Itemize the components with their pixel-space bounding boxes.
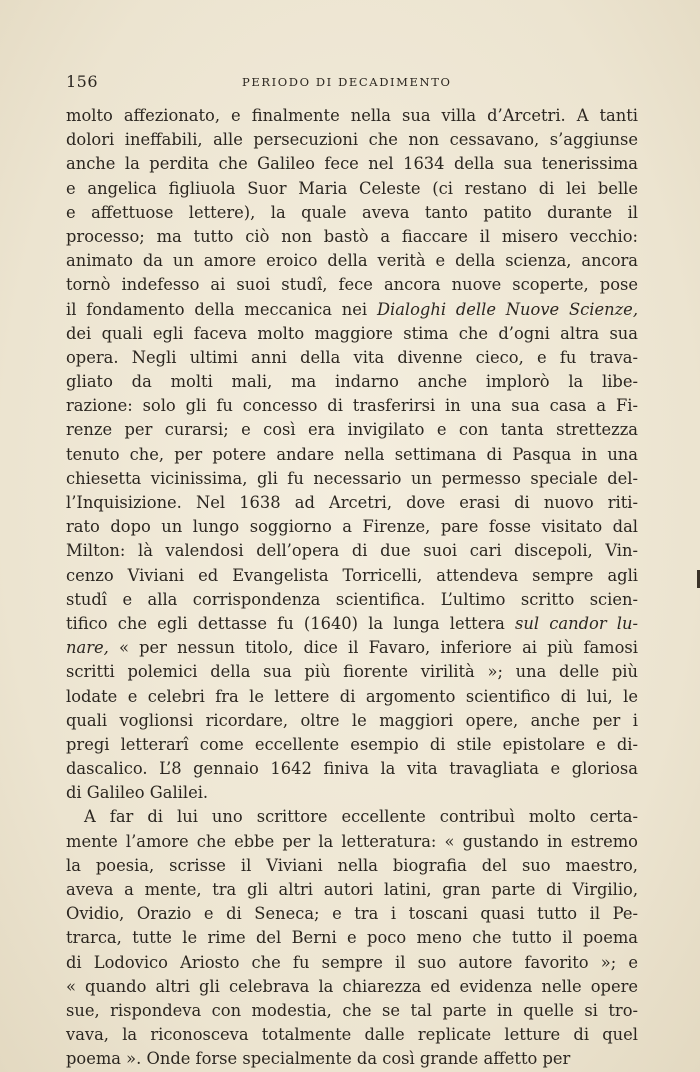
text-segment: opera. Negli ultimi anni della vita divenne cieco, e fu trava-: [66, 347, 638, 367]
text-line: [66, 951, 638, 975]
text-segment: cenzo Viviani ed Evangelista Torricelli, attendeva sempre agli: [66, 565, 638, 585]
running-head: [66, 72, 636, 96]
text-segment: dei quali egli faceva molto maggiore stima che d’ogni altra sua: [66, 323, 638, 343]
text-segment: sue, rispondeva con modestia, che se tal parte in quelle si tro-: [66, 1000, 638, 1020]
text-segment: « per nessun titolo, dice il Favaro, inferiore ai più famosi: [108, 638, 638, 658]
text-segment: la poesia, scrisse il Viviani nella biografia del suo maestro,: [66, 855, 638, 875]
text-segment: molto affezionato, e finalmente nella sua villa d’Arcetri. A tanti: [66, 106, 638, 125]
text-line: [66, 830, 638, 854]
chapter-title: PERIODO DI DECADIMENTO: [242, 75, 452, 89]
text-line: [66, 128, 638, 152]
text-line: [66, 878, 638, 902]
text-segment: di Galileo Galilei.: [66, 783, 209, 803]
text-segment: il fondamento della meccanica nei: [66, 299, 377, 319]
text-segment: trarca, tutte le rime del Berni e poco meno che tutto il poema: [66, 928, 638, 948]
text-line: [66, 805, 638, 829]
text-line: [66, 394, 638, 418]
text-segment: mente l’amore che ebbe per la letteratura: « gustando in estremo: [66, 831, 638, 851]
text-line: [66, 709, 638, 733]
text-segment: « quando altri gli celebrava la chiarezza ed evidenza nelle opere: [66, 976, 638, 996]
text-line: [66, 926, 638, 950]
text-line: [66, 201, 638, 225]
text-line: [66, 249, 638, 273]
text-segment: animato da un amore eroico della verità e della scienza, ancora: [66, 251, 638, 271]
text-segment: renze per curarsi; e così era invigilato e con tanta strettezza: [66, 420, 638, 440]
text-line: [66, 733, 638, 757]
text-line: [66, 418, 638, 442]
text-segment: dascalico. L’8 gennaio 1642 finiva la vita travagliata e gloriosa: [66, 759, 638, 779]
text-segment: pregi letterarî come eccellente esempio di stile epistolare e di-: [66, 734, 638, 754]
text-segment: A far di lui uno scrittore eccellente contribuì molto certa-: [84, 807, 638, 827]
text-segment: tenuto che, per potere andare nella settimana di Pasqua in una: [66, 444, 638, 464]
page-number: 156: [66, 72, 99, 91]
text-line: [66, 975, 638, 999]
text-line: [66, 1047, 638, 1071]
text-line: [66, 515, 638, 539]
text-line: [66, 152, 638, 176]
text-segment: quali voglionsi ricordare, oltre le maggiori opere, anche per i: [66, 710, 638, 730]
text-line: [66, 322, 638, 346]
text-segment: vava, la riconosceva totalmente dalle replicate letture di quel: [66, 1025, 638, 1045]
text-segment: gliato da molti mali, ma indarno anche implorò la libe-: [66, 372, 638, 392]
text-line: [66, 999, 638, 1023]
text-line: [66, 612, 638, 636]
text-segment: tifico che egli dettasse fu (1640) la lunga lettera: [66, 613, 516, 633]
text-line: [66, 346, 638, 370]
text-segment: l’Inquisizione. Nel 1638 ad Arcetri, dove erasi di nuovo riti-: [66, 493, 638, 512]
text-line: [66, 781, 638, 805]
text-segment: dolori ineffabili, alle persecuzioni che non cessavano, s’aggiunse: [66, 130, 638, 150]
body-text: [66, 104, 638, 1072]
text-segment: processo; ma tutto ciò non bastò a fiaccare il misero vecchio:: [66, 226, 638, 246]
text-line: [66, 564, 638, 588]
text-line: [66, 104, 638, 128]
text-segment: Ovidio, Orazio e di Seneca; e tra i toscani quasi tutto il Pe-: [66, 904, 638, 924]
text-line: [66, 539, 638, 563]
text-line: [66, 685, 638, 709]
text-line: [66, 225, 638, 249]
text-line: [66, 443, 638, 467]
text-line: [66, 902, 638, 926]
text-line: [66, 273, 638, 297]
text-line: [66, 370, 638, 394]
text-line: [66, 588, 638, 612]
text-segment: Milton: là valendosi dell’opera di due suoi cari discepoli, Vin-: [66, 541, 638, 561]
text-line: [66, 491, 638, 515]
text-segment: poema ». Onde forse specialmente da così grande affetto per: [66, 1049, 571, 1069]
italic-text-segment: sul candor lu-: [515, 613, 638, 633]
text-segment: anche la perdita che Galileo fece nel 1634 della sua tenerissima: [66, 154, 638, 174]
text-segment: lodate e celebri fra le lettere di argomento scientifico di lui, le: [66, 686, 638, 706]
italic-text-segment: nare,: [66, 638, 109, 658]
text-segment: razione: solo gli fu concesso di trasferirsi in una sua casa a Fi-: [66, 396, 638, 416]
text-line: [66, 1023, 638, 1047]
text-segment: chiesetta vicinissima, gli fu necessario un permesso speciale del-: [66, 468, 638, 488]
text-line: [66, 854, 638, 878]
text-segment: tornò indefesso ai suoi studî, fece ancora nuove scoperte, pose: [66, 275, 638, 295]
text-line: [66, 757, 638, 781]
text-segment: studî e alla corrispondenza scientifica. L’ultimo scritto scien-: [66, 589, 638, 609]
text-line: [66, 177, 638, 201]
text-line: [66, 298, 638, 322]
text-line: [66, 636, 638, 660]
text-line: [66, 660, 638, 684]
text-line: [66, 467, 638, 491]
text-segment: aveva a mente, tra gli altri autori latini, gran parte di Virgilio,: [66, 880, 638, 899]
text-segment: e angelica figliuola Suor Maria Celeste (ci restano di lei belle: [66, 178, 638, 198]
text-segment: e affettuose lettere), la quale aveva tanto patito durante il: [66, 202, 638, 222]
text-segment: scritti polemici della sua più fiorente virilità »; una delle più: [66, 662, 638, 682]
text-segment: di Lodovico Ariosto che fu sempre il suo autore favorito »; e: [66, 952, 638, 972]
text-segment: rato dopo un lungo soggiorno a Firenze, pare fosse visitato dal: [66, 517, 638, 537]
italic-text-segment: Dialoghi delle Nuove Scienze,: [376, 299, 638, 319]
